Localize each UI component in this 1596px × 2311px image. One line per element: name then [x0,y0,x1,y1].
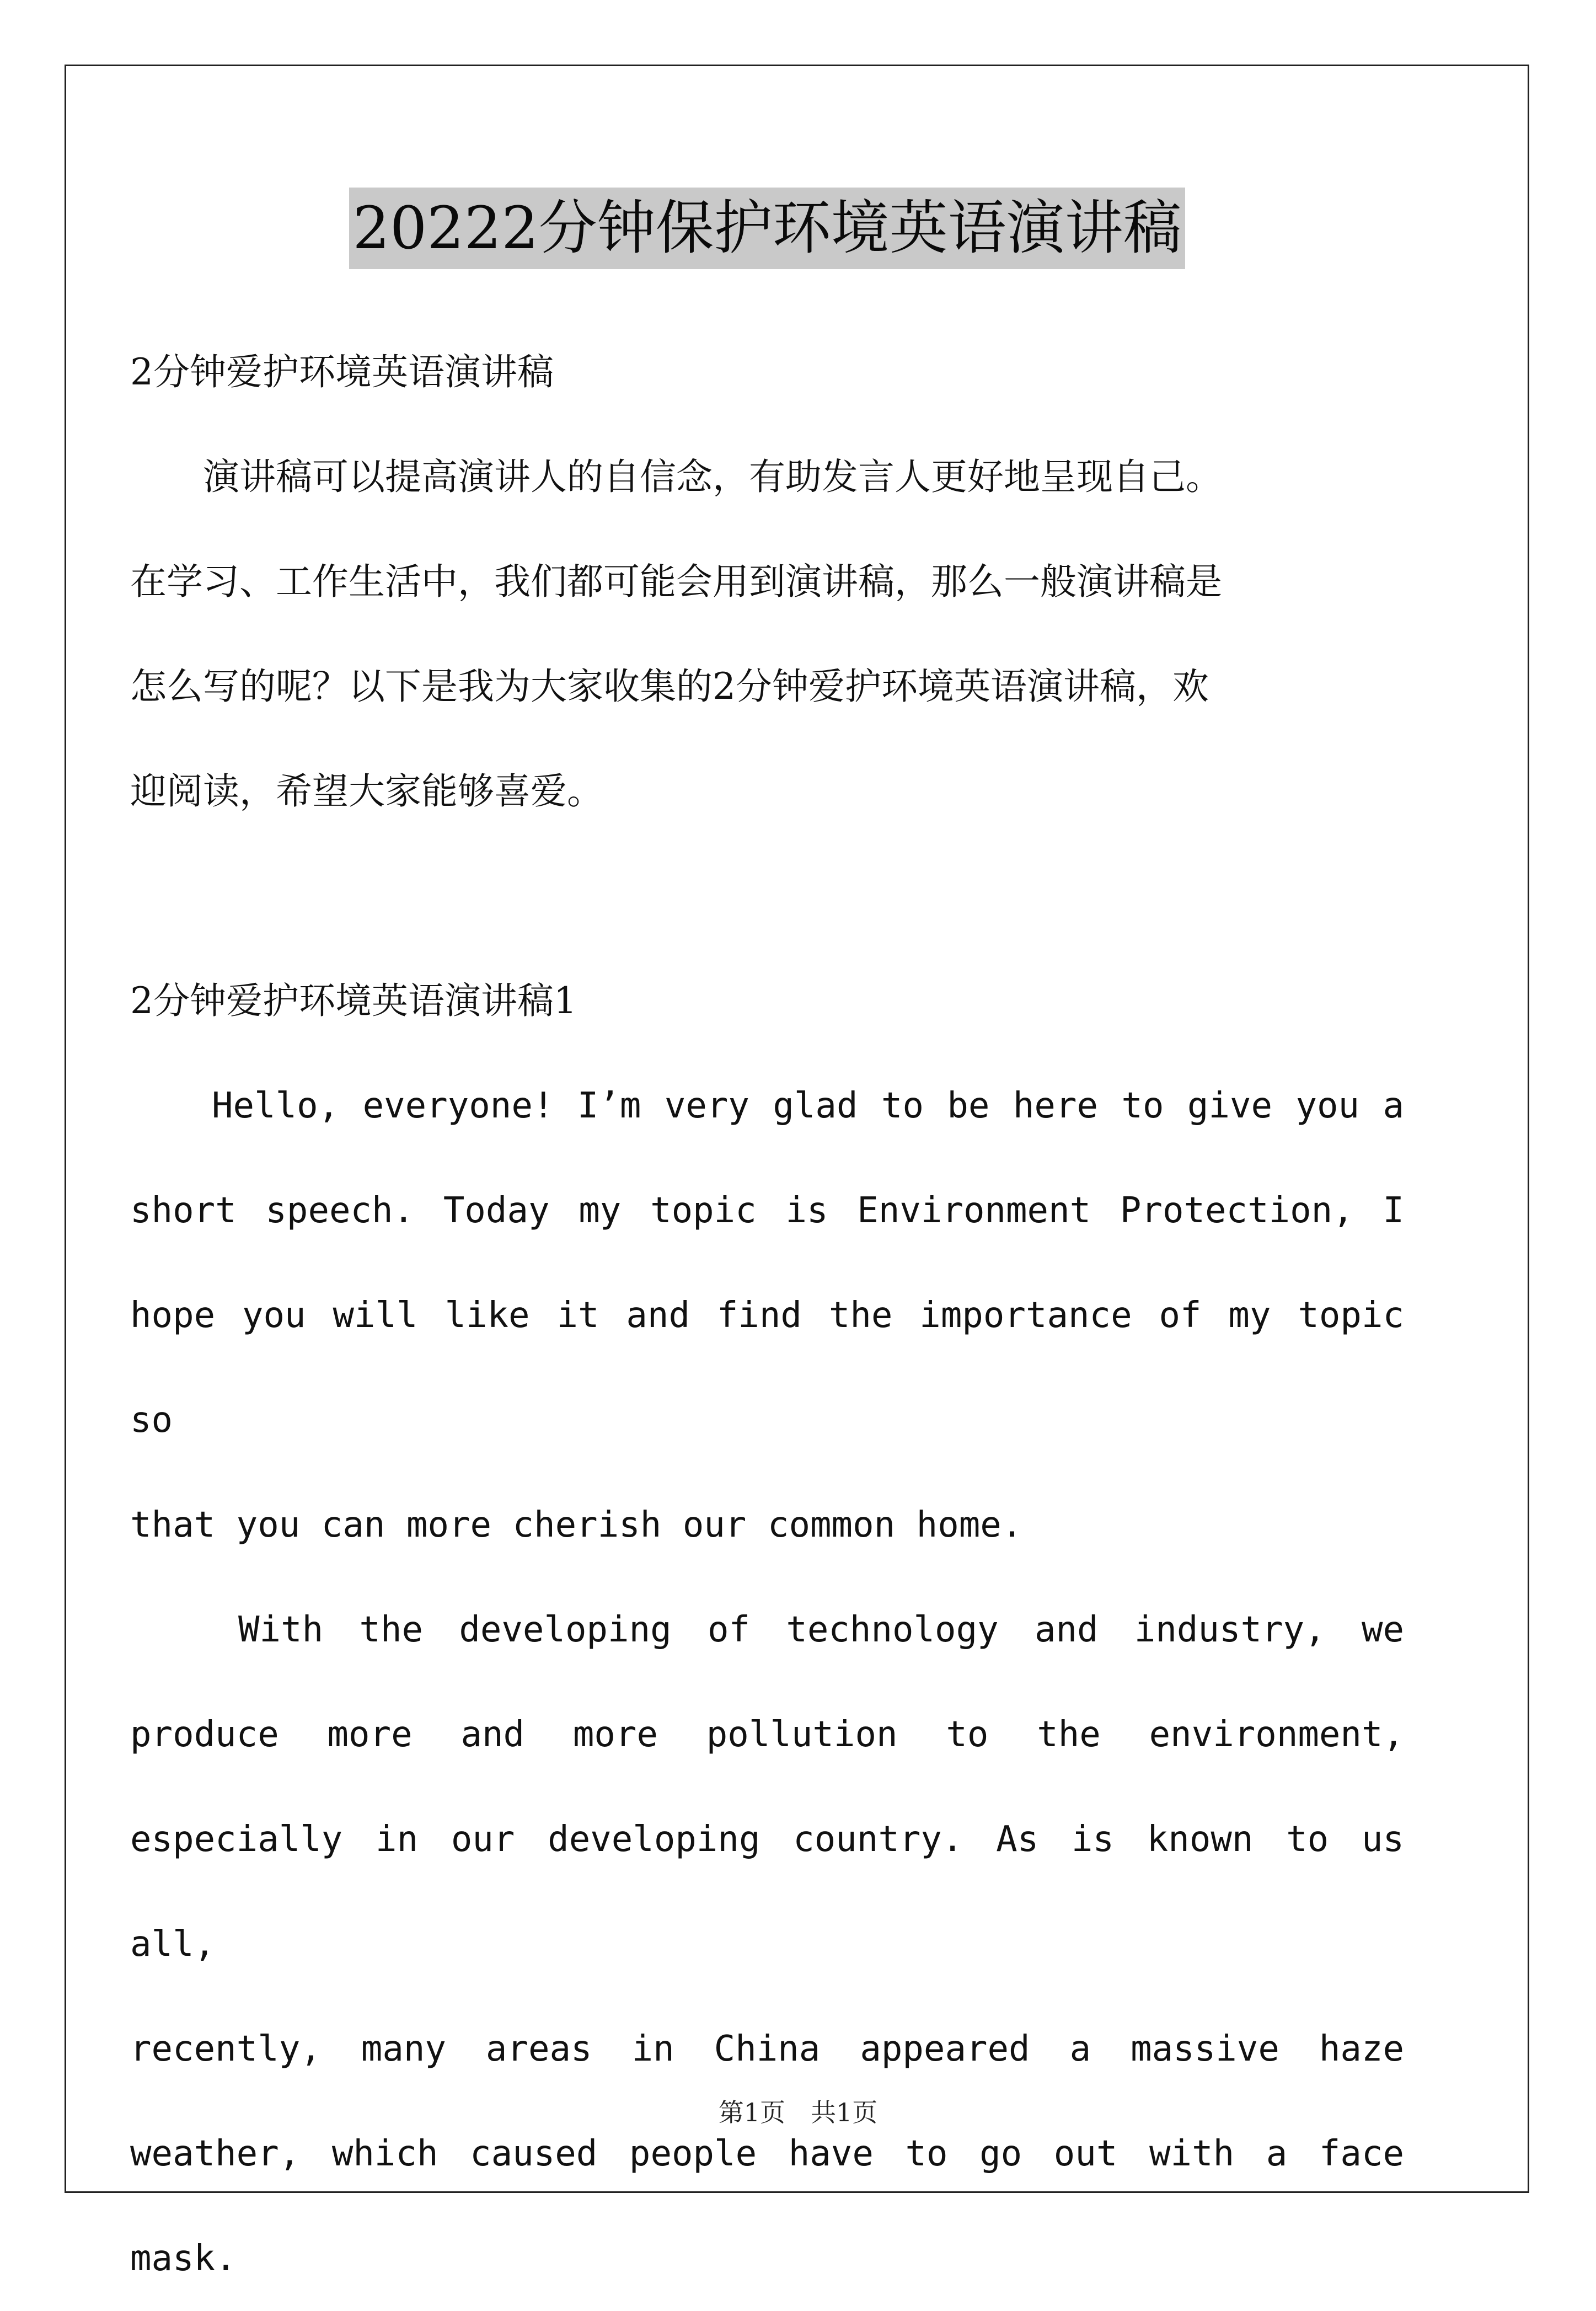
speech-line: With the developing of technology and industry, we [238,1609,1404,1650]
intro-line: 迎阅读，希望大家能够喜爱。 [130,770,603,812]
page-number: 第1页 [718,2098,785,2127]
speech-line: recently, many areas in China appeared a massive haze [130,2029,1404,2069]
speech-line: weather, which caused people have to go out with a face mask. [130,2133,1404,2279]
speech-line: hope you will like it and find the importance of my topic so [130,1295,1404,1441]
intro-paragraph [130,425,1404,844]
speech-paragraph-1 [130,1053,1404,1577]
blank-line [130,844,1404,949]
page-footer [0,2096,1596,2129]
speech-line: that you can more cherish our common home. [130,1505,1023,1545]
intro-line: 怎么写的呢？以下是我为大家收集的2分钟爱护环境英语演讲稿，欢 [130,665,1209,708]
speech-line: produce more and more pollution to the environment, [130,1714,1404,1755]
page-total: 共1页 [811,2098,878,2127]
speech-paragraph-2 [130,1577,1404,2311]
intro-line: 在学习、工作生活中，我们都可能会用到演讲稿，那么一般演讲稿是 [130,560,1222,603]
section-heading: 2分钟爱护环境英语演讲稿1 [130,980,577,1022]
speech-line: especially in our developing country. As is known to us all, [130,1819,1404,1965]
intro-line: 演讲稿可以提高演讲人的自信念，有助发言人更好地呈现自己。 [203,456,1222,498]
speech-line: short speech. Today my topic is Environment Protection, I [130,1190,1404,1231]
speech-line: Hello, everyone! I’m very glad to be here to give you a [212,1085,1404,1126]
document-subtitle: 2分钟爱护环境英语演讲稿 [130,351,554,393]
title-wrapper [130,188,1404,269]
document-title: 20222分钟保护环境英语演讲稿 [349,188,1185,269]
document-body [130,188,1404,2311]
